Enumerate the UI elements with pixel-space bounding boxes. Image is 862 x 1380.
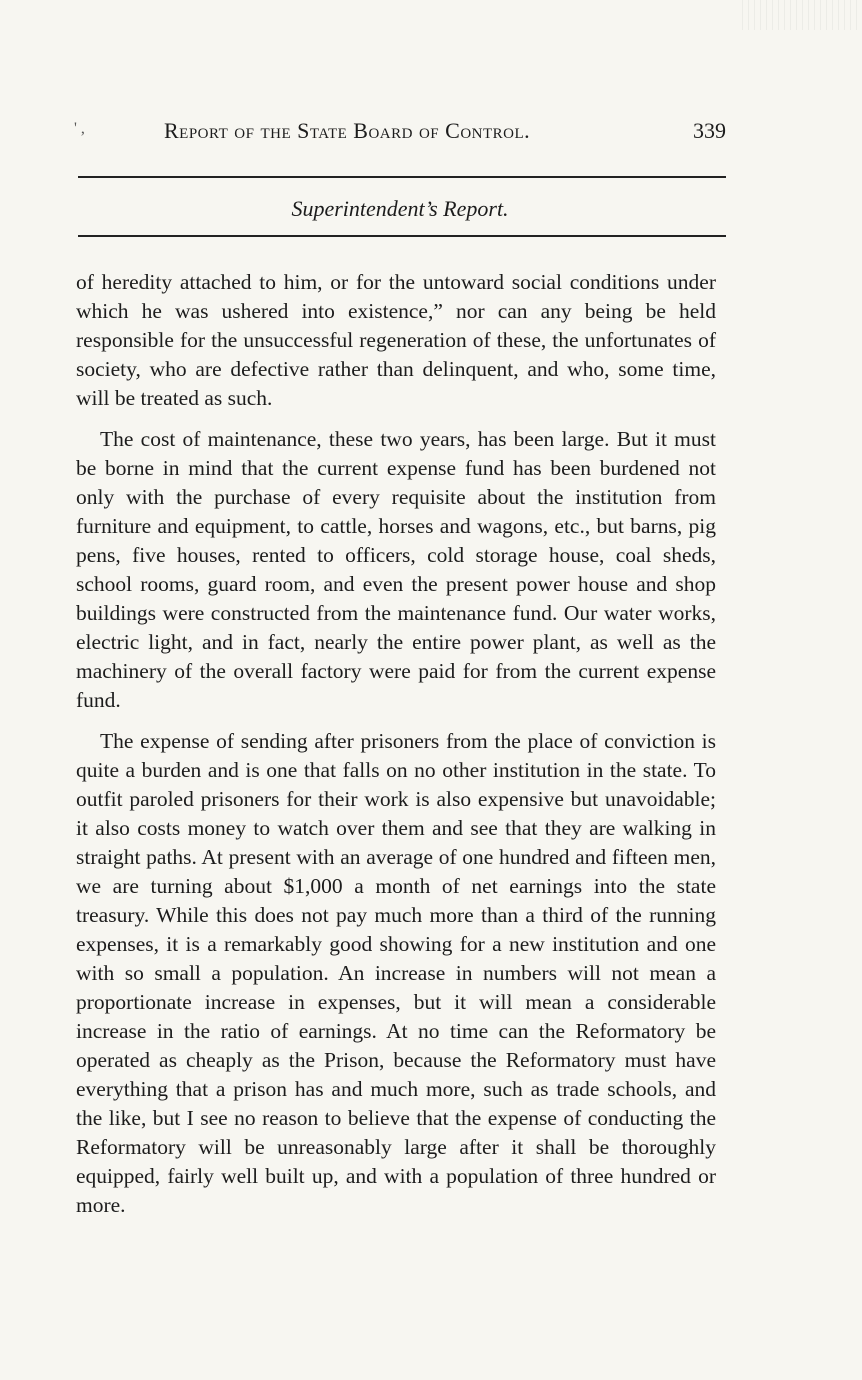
page-edge-texture bbox=[742, 0, 862, 30]
section-subheader: Superintendent’s Report. bbox=[291, 196, 509, 221]
running-header bbox=[74, 118, 726, 158]
header-rule-bottom bbox=[78, 235, 726, 237]
paragraph-prisoner-expense: The expense of sending after prisoners from the place of conviction is quite a burden and is one that falls on no other institution in the state. To outfit paroled prisoners for their work is also expensive but unavoidable; it also costs money to watch over them and see that they are walking in straight paths. At present with an average of one hundred and fifteen men, we are turning about $1,000 a month of net earnings into the state treasury. While this does not pay much more than a third of the running expenses, it is a remarkably good showing for a new institution and one with so small a population. An increase in numbers will not mean a proportionate increase in expenses, but it will mean a considerable increase in the ratio of earnings. At no time can the Reformatory be operated as cheaply as the Prison, because the Reformatory must have everything that a prison has and much more, such as trade schools, and the like, but I see no reason to believe that the expense of conducting the Reformatory will be unreasonably large after it shall be thoroughly equipped, fairly well built up, and with a population of three hundred or more. bbox=[76, 729, 716, 1217]
header-title: Report of the State Board of Control. bbox=[164, 118, 531, 143]
margin-mark: ' , bbox=[74, 120, 85, 137]
paragraph-continued: of heredity attached to him, or for the untoward social conditions under which he was ushered into existence,” nor can any being be held responsible for the unsuccessful regeneration of these, the unfortunates of society, who are defective rather than delinquent, and who, some time, will be treated as such. bbox=[76, 270, 716, 410]
body-text bbox=[76, 268, 716, 1232]
page-number: 339 bbox=[693, 118, 726, 143]
header-rule-top bbox=[78, 176, 726, 178]
paragraph-maintenance-cost: The cost of maintenance, these two years, has been large. But it must be borne in mind that the current expense fund has been burdened not only with the purchase of every requisite about the institution from furniture and equipment, to cattle, horses and wagons, etc., but barns, pig pens, five houses, rented to officers, cold storage house, coal sheds, school rooms, guard room, and even the present power house and shop buildings were constructed from the maintenance fund. Our water works, electric light, and in fact, nearly the entire power plant, as well as the machinery of the overall factory were paid for from the current expense fund. bbox=[76, 427, 716, 712]
